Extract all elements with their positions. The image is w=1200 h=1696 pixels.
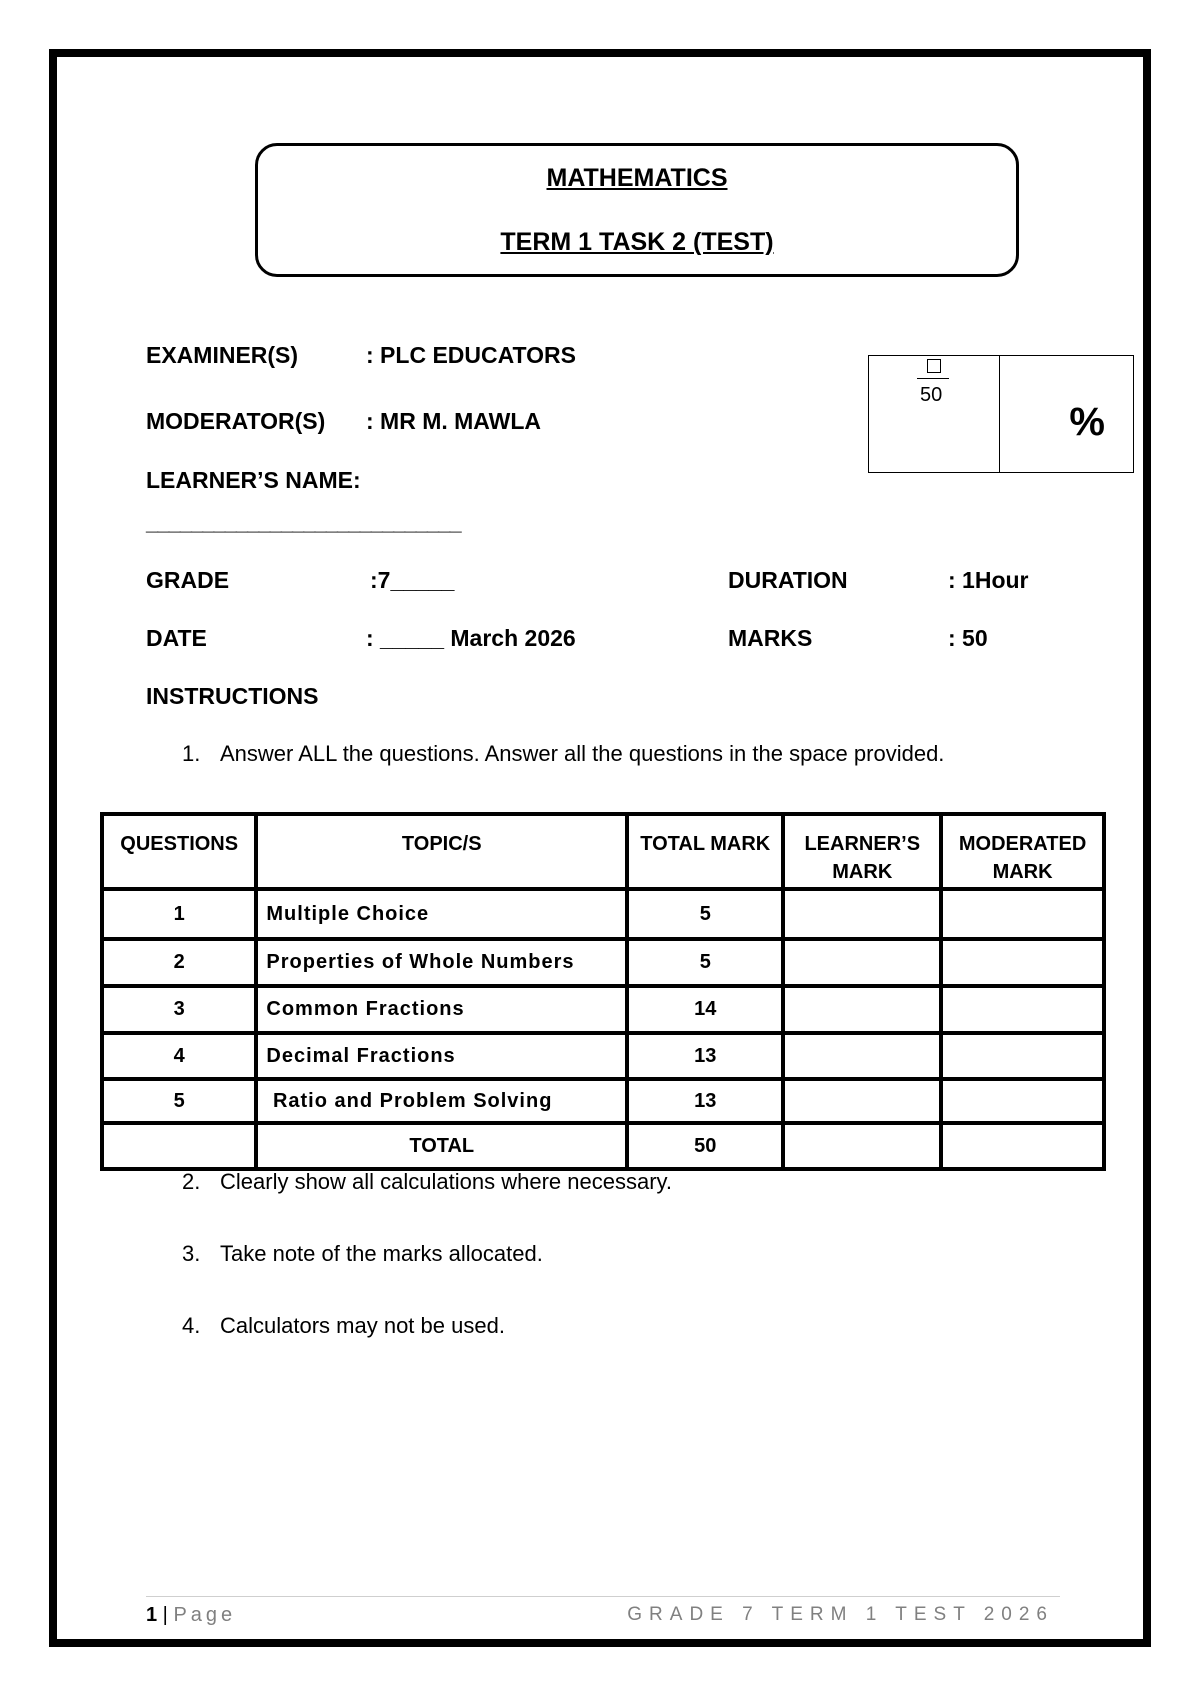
date-value: : _____ March 2026 (366, 625, 576, 651)
total-mark: 14 (627, 986, 783, 1033)
total-blank-cell (102, 1123, 256, 1169)
total-marks-value: 50 (627, 1123, 783, 1169)
topic-name: Common Fractions (256, 986, 627, 1033)
marks-table (100, 812, 1106, 1171)
examiner-label: EXAMINER(S) (146, 342, 299, 368)
question-number: 2 (102, 939, 256, 986)
question-number: 1 (102, 889, 256, 939)
score-denominator: 50 (920, 384, 943, 406)
moderated-total-cell[interactable] (941, 1123, 1104, 1169)
moderator-value: : MR M. MAWLA (366, 408, 542, 434)
moderated-mark-cell[interactable] (941, 889, 1104, 939)
topic-name: Decimal Fractions (256, 1033, 627, 1079)
marks-value: : 50 (948, 625, 988, 651)
instruction-item (182, 741, 944, 767)
title-box (255, 143, 1019, 277)
total-mark: 5 (627, 939, 783, 986)
moderated-mark-cell[interactable] (941, 1033, 1104, 1079)
examiner-value: : PLC EDUCATORS (366, 342, 576, 368)
learner-name-label: LEARNER’S NAME: (146, 467, 361, 493)
instructions-heading: INSTRUCTIONS (146, 683, 319, 709)
instruction-item (182, 1313, 505, 1339)
moderated-mark-cell[interactable] (941, 1079, 1104, 1123)
instruction-text: Clearly show all calculations where necessary. (220, 1169, 673, 1194)
instruction-text: Take note of the marks allocated. (220, 1241, 543, 1266)
total-label: TOTAL (256, 1123, 627, 1169)
header-topics: TOPIC/S (256, 814, 627, 889)
header-learners-mark (783, 814, 941, 889)
grade-label: GRADE (146, 567, 230, 593)
duration-label: DURATION (728, 567, 848, 593)
instruction-item (182, 1169, 672, 1195)
footer-title: GRADE 7 TERM 1 TEST 2026 (627, 1604, 1054, 1625)
grade-value: :7_____ (370, 567, 455, 593)
instruction-number: 3. (182, 1241, 201, 1266)
page-word: Page (173, 1604, 237, 1626)
table-header-row (102, 814, 1104, 889)
percent-symbol: % (1069, 400, 1105, 444)
table-row (102, 1033, 1104, 1079)
table-row (102, 939, 1104, 986)
footer-page-label (146, 1604, 236, 1627)
header-questions: QUESTIONS (102, 814, 256, 889)
footer-rule (146, 1596, 1060, 1597)
page-number: 1 (146, 1604, 158, 1626)
learner-mark-cell[interactable] (783, 889, 941, 939)
header-moderated-mark (941, 814, 1104, 889)
instruction-item (182, 1241, 543, 1267)
fraction-bar (917, 378, 949, 379)
question-number: 4 (102, 1033, 256, 1079)
table-row (102, 986, 1104, 1033)
task-title: TERM 1 TASK 2 (TEST) (500, 228, 774, 256)
table-total-row (102, 1123, 1104, 1169)
score-box (868, 355, 1134, 473)
total-mark: 5 (627, 889, 783, 939)
topic-name: Properties of Whole Numbers (256, 939, 627, 986)
learner-name-line: ____________________________ (146, 510, 461, 535)
moderator-label: MODERATOR(S) (146, 408, 326, 434)
learner-mark-cell[interactable] (783, 939, 941, 986)
instruction-number: 2. (182, 1169, 201, 1194)
moderated-mark-cell[interactable] (941, 986, 1104, 1033)
topic-name: Multiple Choice (256, 889, 627, 939)
learner-mark-cell[interactable] (783, 1079, 941, 1123)
subject-title: MATHEMATICS (546, 164, 728, 192)
duration-value: : 1Hour (948, 567, 1029, 593)
header-learners-mark-text: LEARNER’S MARK (804, 833, 921, 883)
header-total-mark: TOTAL MARK (627, 814, 783, 889)
marks-label: MARKS (728, 625, 813, 651)
question-number: 5 (102, 1079, 256, 1123)
header-moderated-mark-text: MODERATED MARK (958, 833, 1087, 883)
date-label: DATE (146, 625, 207, 651)
score-blank-box (927, 359, 941, 373)
learner-mark-cell[interactable] (783, 986, 941, 1033)
learner-total-cell[interactable] (783, 1123, 941, 1169)
score-fraction-cell (869, 356, 1000, 472)
learner-mark-cell[interactable] (783, 1033, 941, 1079)
total-mark: 13 (627, 1033, 783, 1079)
page-separator: | (157, 1604, 174, 1626)
instruction-text: Calculators may not be used. (220, 1313, 505, 1338)
instruction-text: Answer ALL the questions. Answer all the questions in the space provided. (220, 741, 945, 766)
question-number: 3 (102, 986, 256, 1033)
instruction-number: 1. (182, 741, 201, 766)
table-row (102, 1079, 1104, 1123)
instruction-number: 4. (182, 1313, 201, 1338)
total-mark: 13 (627, 1079, 783, 1123)
score-percent-cell (1000, 356, 1133, 472)
topic-name: Ratio and Problem Solving (256, 1079, 627, 1123)
table-row (102, 889, 1104, 939)
moderated-mark-cell[interactable] (941, 939, 1104, 986)
